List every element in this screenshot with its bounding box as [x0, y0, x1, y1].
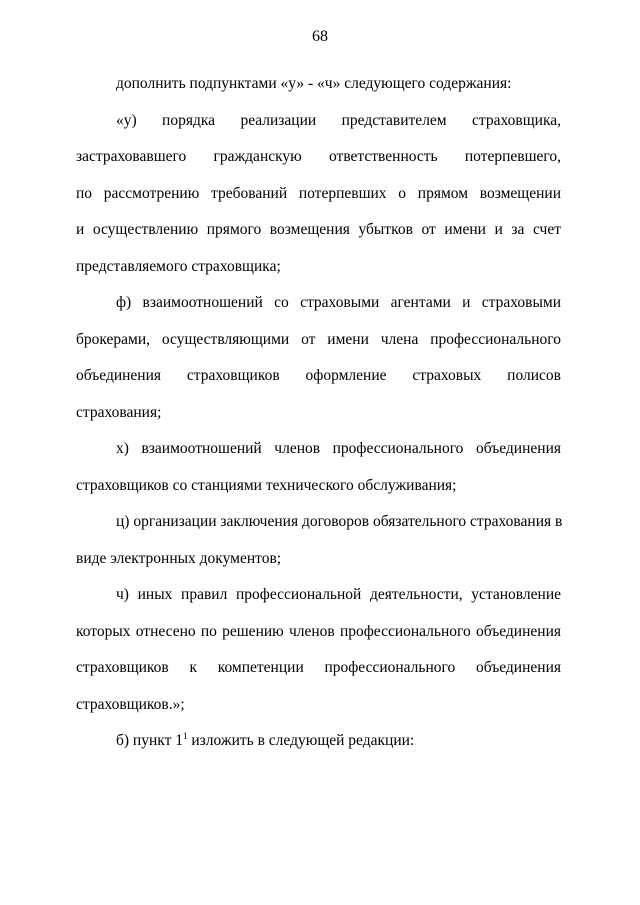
- paragraph-intro: дополнить подпунктами «у» - «ч» следующего содержания:: [116, 75, 512, 92]
- item-f-line-3: объединения страховщиков оформление страховых полисов: [76, 367, 561, 384]
- item-u: [76, 103, 561, 286]
- item-ch-line-2: которых отнесено по решению членов профессионального объединения: [76, 622, 561, 640]
- item-f-line-2: брокерами, осуществляющими от имени члена профессионального: [76, 330, 561, 348]
- item-ch: [76, 577, 561, 723]
- paragraph-last: [76, 723, 561, 760]
- item-f-line-1: ф) взаимоотношений со страховыми агентами и страховыми: [116, 294, 561, 311]
- item-u-line-2: застраховавшего гражданскую ответственность потерпевшего,: [76, 148, 561, 165]
- item-u-line-4: и осуществлению прямого возмещения убытков от имени и за счет: [76, 221, 561, 238]
- item-u-line-5: представляемого страховщика;: [76, 257, 281, 275]
- item-ch-line-4: страховщиков.»;: [76, 695, 185, 713]
- item-ts-line-2: виде электронных документов;: [76, 549, 282, 567]
- item-kh: [76, 431, 561, 504]
- item-u-line-3: по рассмотрению требований потерпевших о прямом возмещении: [76, 184, 561, 202]
- item-kh-line-2: страховщиков со станциями технического обслуживания;: [76, 476, 457, 494]
- superscript: 1: [183, 731, 188, 741]
- last-before: б) пункт 1: [116, 732, 183, 749]
- last-after: изложить в следующей редакции:: [187, 732, 415, 749]
- item-ch-line-1: ч) иных правил профессиональной деятельности, установление: [116, 586, 561, 603]
- item-f-line-4: страхования;: [76, 403, 162, 421]
- item-ts-line-1: ц) организации заключения договоров обязательного страхования в: [116, 513, 563, 530]
- document-body: [76, 66, 561, 760]
- item-u-line-1: «у) порядка реализации представителем страховщика,: [116, 111, 561, 129]
- item-f: [76, 285, 561, 431]
- item-ch-line-3: страховщиков к компетенции профессионального объединения: [76, 659, 561, 676]
- item-kh-line-1: х) взаимоотношений членов профессионального объединения: [116, 440, 561, 457]
- page-number: 68: [312, 28, 328, 45]
- item-ts: [76, 504, 561, 577]
